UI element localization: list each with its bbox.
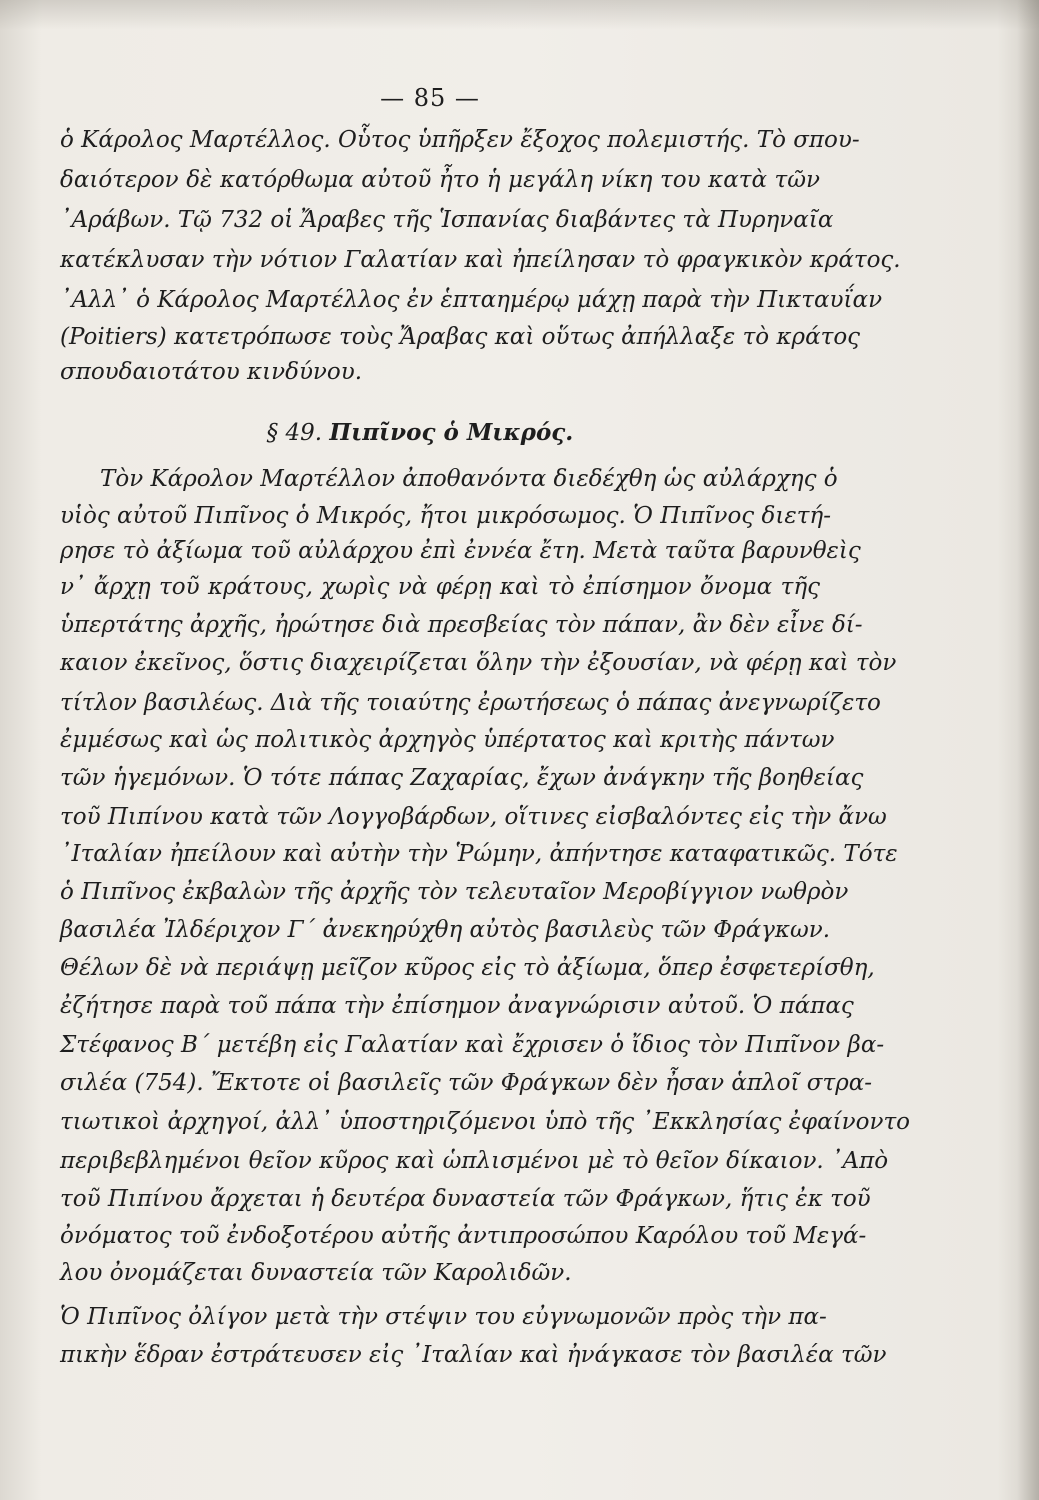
section-heading bbox=[0, 418, 840, 448]
text-line: τίτλον βασιλέως. Διὰ τῆς τοιαύτης ἐρωτήσεως ὁ πάπας ἀνεγνωρίζετο bbox=[60, 690, 881, 716]
text-line: τοῦ Πιπίνου κατὰ τῶν Λογγοβάρδων, οἵτινες εἰσβαλόντες εἰς τὴν ἄνω bbox=[60, 804, 887, 830]
text-line: Τὸν Κάρολον Μαρτέλλον ἀποθανόντα διεδέχθη ὡς αὐλάρχης ὁ bbox=[100, 466, 838, 492]
text-line: ᾿Ιταλίαν ἠπείλουν καὶ αὐτὴν τὴν Ῥώμην, ἀπήντησε καταφατικῶς. Τότε bbox=[60, 841, 898, 867]
page-number: — 85 — bbox=[380, 84, 480, 112]
section-number: § 49. bbox=[266, 420, 323, 446]
section-title: Πιπῖνος ὁ Μικρός. bbox=[329, 419, 574, 446]
text-line: τιωτικοὶ ἀρχηγοί, ἀλλ᾿ ὑποστηριζόμενοι ὑπὸ τῆς ᾿Εκκλησίας ἐφαίνοντο bbox=[60, 1109, 911, 1135]
text-line: ν᾿ ἄρχῃ τοῦ κράτους, χωρὶς νὰ φέρῃ καὶ τὸ ἐπίσημον ὄνομα τῆς bbox=[60, 574, 820, 600]
text-line: ρησε τὸ ἀξίωμα τοῦ αὐλάρχου ἐπὶ ἐννέα ἔτη. Μετὰ ταῦτα βαρυνθεὶς bbox=[60, 538, 861, 564]
text-line: ὀνόματος τοῦ ἐνδοξοτέρου αὐτῆς ἀντιπροσώπου Καρόλου τοῦ Μεγά- bbox=[60, 1223, 867, 1249]
page-shadow-top bbox=[0, 0, 1039, 30]
text-line: ἐζήτησε παρὰ τοῦ πάπα τὴν ἐπίσημον ἀναγνώρισιν αὐτοῦ. Ὁ πάπας bbox=[60, 993, 854, 1019]
text-line: σπουδαιοτάτου κινδύνου. bbox=[60, 359, 363, 385]
text-line: ᾿Αλλ᾿ ὁ Κάρολος Μαρτέλλος ἐν ἑπταημέρῳ μάχῃ παρὰ τὴν Πικταυΐαν bbox=[60, 287, 883, 313]
text-line: δαιότερον δὲ κατόρθωμα αὐτοῦ ἦτο ἡ μεγάλη νίκη του κατὰ τῶν bbox=[60, 167, 820, 193]
text-line: ὁ Κάρολος Μαρτέλλος. Οὗτος ὑπῆρξεν ἔξοχος πολεμιστής. Τὸ σπου- bbox=[60, 127, 860, 153]
text-line: περιβεβλημένοι θεῖον κῦρος καὶ ὡπλισμένοι μὲ τὸ θεῖον δίκαιον. ᾿Απὸ bbox=[60, 1148, 889, 1174]
text-line: ὑπερτάτης ἀρχῆς, ἠρώτησε διὰ πρεσβείας τὸν πάπαν, ἂν δὲν εἶνε δί- bbox=[60, 612, 863, 638]
text-line: κατέκλυσαν τὴν νότιον Γαλατίαν καὶ ἠπείλησαν τὸ φραγκικὸν κράτος. bbox=[60, 247, 901, 273]
text-line: Ὁ Πιπῖνος ὀλίγον μετὰ τὴν στέψιν του εὐγνωμονῶν πρὸς τὴν πα- bbox=[60, 1304, 827, 1330]
text-line: λου ὀνομάζεται δυναστεία τῶν Καρολιδῶν. bbox=[60, 1260, 572, 1286]
text-line: τῶν ἡγεμόνων. Ὁ τότε πάπας Ζαχαρίας, ἔχων ἀνάγκην τῆς βοηθείας bbox=[60, 765, 864, 791]
text-line: πικὴν ἕδραν ἐστράτευσεν εἰς ᾿Ιταλίαν καὶ ἠνάγκασε τὸν βασιλέα τῶν bbox=[60, 1342, 887, 1368]
text-line: σιλέα (754). Ἔκτοτε οἱ βασιλεῖς τῶν Φράγκων δὲν ἦσαν ἁπλοῖ στρα- bbox=[60, 1070, 873, 1096]
text-line: ᾿Αράβων. Τῷ 732 οἱ Ἄραβες τῆς Ἱσπανίας διαβάντες τὰ Πυρηναῖα bbox=[60, 207, 834, 233]
text-line: βασιλέα Ἰλδέριχον Γ´ ἀνεκηρύχθη αὐτὸς βασιλεὺς τῶν Φράγκων. bbox=[60, 917, 831, 943]
text-line: τοῦ Πιπίνου ἄρχεται ἡ δευτέρα δυναστεία τῶν Φράγκων, ἥτις ἐκ τοῦ bbox=[60, 1186, 871, 1212]
text-line: ὁ Πιπῖνος ἐκβαλὼν τῆς ἀρχῆς τὸν τελευταῖον Μεροβίγγιον νωθρὸν bbox=[60, 879, 849, 905]
text-line: Στέφανος Β´ μετέβη εἰς Γαλατίαν καὶ ἔχρισεν ὁ ἴδιος τὸν Πιπῖνον βα- bbox=[60, 1032, 885, 1058]
text-line: ἐμμέσως καὶ ὡς πολιτικὸς ἀρχηγὸς ὑπέρτατος καὶ κριτὴς πάντων bbox=[60, 727, 835, 753]
text-line: (Poitiers) κατετρόπωσε τοὺς Ἄραβας καὶ οὕτως ἀπήλλαξε τὸ κράτος bbox=[60, 324, 861, 350]
text-line: Θέλων δὲ νὰ περιάψῃ μεῖζον κῦρος εἰς τὸ ἀξίωμα, ὅπερ ἐσφετερίσθη, bbox=[60, 955, 875, 981]
text-line: υἱὸς αὐτοῦ Πιπῖνος ὁ Μικρός, ἤτοι μικρόσωμος. Ὁ Πιπῖνος διετή- bbox=[60, 503, 831, 529]
page-edge-shadow bbox=[1017, 0, 1039, 1500]
text-line: καιον ἐκεῖνος, ὅστις διαχειρίζεται ὅλην τὴν ἐξουσίαν, νὰ φέρῃ καὶ τὸν bbox=[60, 650, 897, 676]
